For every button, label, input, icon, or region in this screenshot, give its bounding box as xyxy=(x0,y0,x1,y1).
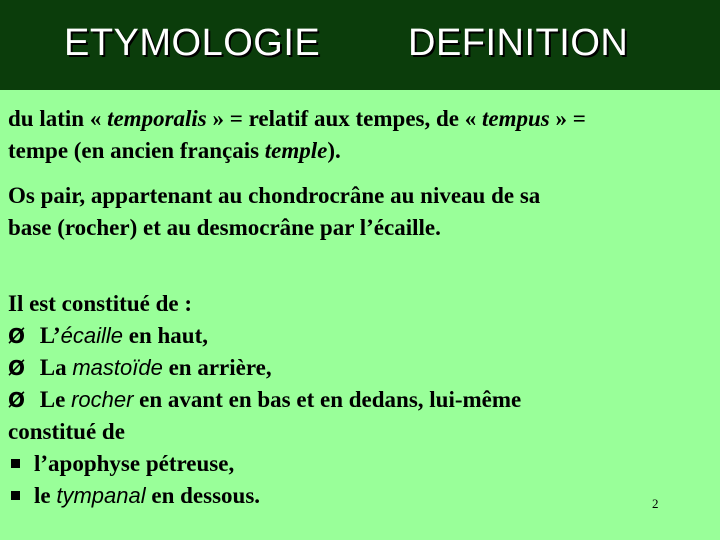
definition-line-2: base (rocher) et au desmocrâne par l’écaille. xyxy=(8,215,441,240)
item-text: La xyxy=(39,355,73,380)
definition-line-1: Os pair, appartenant au chondrocrâne au niveau de sa xyxy=(8,183,541,208)
sub-list-item xyxy=(8,448,712,480)
sub-list-item xyxy=(8,480,712,512)
definition-heading: DEFINITION xyxy=(408,22,629,64)
old-french-term: temple xyxy=(264,138,328,163)
etymology-text: » = xyxy=(549,106,586,131)
composition-list xyxy=(8,288,712,512)
etymology-text: tempe (en ancien français xyxy=(8,138,265,163)
latin-term: tempus xyxy=(481,106,550,131)
anatomy-term: écaille xyxy=(60,323,124,348)
item-text: en arrière, xyxy=(162,355,272,380)
square-bullet-icon xyxy=(11,491,20,500)
etymology-line-1 xyxy=(8,103,712,135)
item-text: L’ xyxy=(39,323,61,348)
square-bullet-icon xyxy=(11,459,20,468)
etymology-paragraph xyxy=(8,103,712,167)
anatomy-term: tympanal xyxy=(56,483,146,508)
arrow-bullet-icon: Ø xyxy=(8,388,26,412)
definition-paragraph xyxy=(8,180,712,244)
item-text: l’apophyse pétreuse, xyxy=(34,451,235,476)
composition-intro: Il est constitué de : xyxy=(8,291,192,316)
etymology-text: » = relatif aux tempes, de « xyxy=(206,106,482,131)
latin-term: temporalis xyxy=(107,106,207,131)
arrow-bullet-icon: Ø xyxy=(8,324,26,348)
anatomy-term: mastoïde xyxy=(72,355,163,380)
item-text: en dessous. xyxy=(145,483,261,508)
item-text: Le xyxy=(39,387,72,412)
list-item xyxy=(8,384,712,416)
slide-header xyxy=(0,0,720,90)
list-item-continuation: constitué de xyxy=(8,419,125,444)
item-text: le xyxy=(34,483,57,508)
item-text: en haut, xyxy=(123,323,209,348)
etymology-heading: ETYMOLOGIE xyxy=(64,22,321,64)
list-item xyxy=(8,320,712,352)
etymology-line-2 xyxy=(8,135,712,167)
etymology-text: du latin « xyxy=(8,106,108,131)
etymology-text: ). xyxy=(327,138,341,163)
arrow-bullet-icon: Ø xyxy=(8,356,26,380)
item-text: en avant en bas et en dedans, lui-même xyxy=(133,387,522,412)
page-number: 2 xyxy=(652,496,659,511)
anatomy-term: rocher xyxy=(71,387,134,412)
list-item xyxy=(8,352,712,384)
